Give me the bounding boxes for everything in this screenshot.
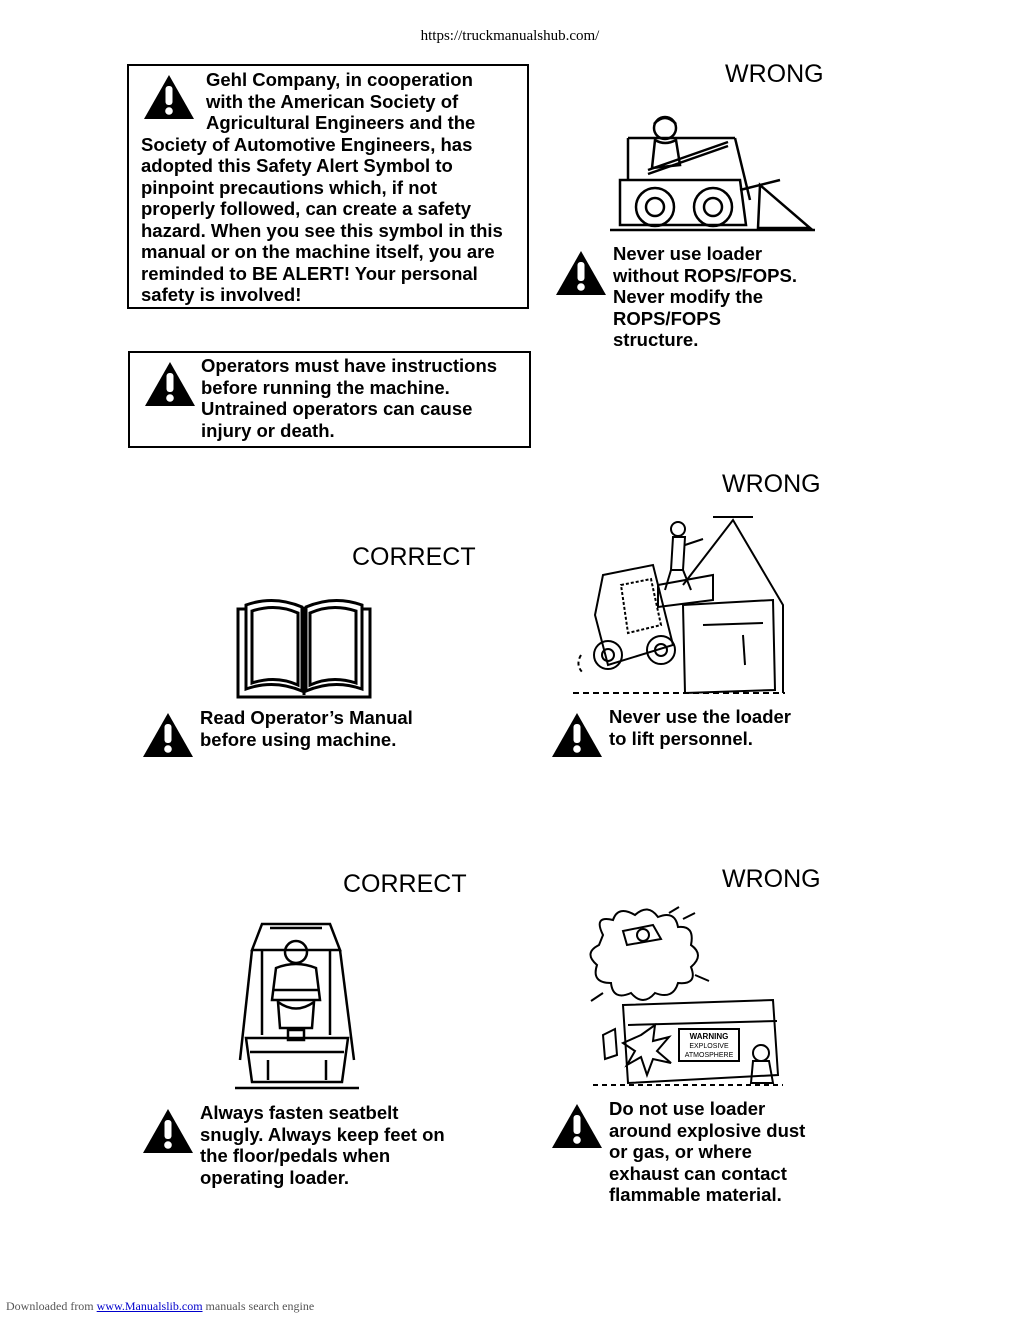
notice-line: Gehl Company, in cooperation — [206, 69, 473, 90]
warning-line: flammable material. — [609, 1184, 782, 1205]
warning-line: ROPS/FOPS — [613, 307, 721, 329]
notice-line: adopted this Safety Alert Symbol to — [141, 155, 453, 176]
safety-alert-icon — [551, 712, 603, 758]
warning-line: Read Operator’s Manual — [200, 707, 413, 728]
warning-line: to lift personnel. — [609, 727, 753, 749]
notice-line: manual or on the machine itself, you are — [141, 241, 495, 262]
explosive-sign-line: WARNING — [689, 1032, 729, 1041]
manual-correct-label: CORRECT — [352, 543, 476, 571]
notice-line: reminded to BE ALERT! Your personal — [141, 262, 478, 284]
explosive-wrong-label: WRONG — [722, 865, 821, 893]
notice-line: properly followed, can create a safety — [141, 198, 472, 219]
notice-line: Society of Automotive Engineers, has — [141, 133, 473, 155]
safety-symbol-notice — [127, 64, 529, 309]
safety-alert-icon — [551, 1103, 603, 1149]
source-url: https://truckmanualshub.com/ — [420, 28, 600, 44]
explosive-sign-line: ATMOSPHERE — [684, 1052, 734, 1059]
warning-line: Never use loader — [613, 243, 763, 264]
warning-line: snugly. Always keep feet on — [200, 1123, 445, 1145]
warning-line: Always fasten seatbelt — [200, 1102, 399, 1123]
warning-line: or gas, or where — [609, 1141, 752, 1162]
footer-prefix: Downloaded from — [6, 1299, 94, 1313]
operators-notice — [128, 351, 531, 448]
warning-line: operating loader. — [200, 1166, 350, 1188]
notice-line: before running the machine. — [201, 376, 450, 398]
notice-line: Agricultural Engineers and the — [206, 112, 476, 133]
explosive-sign-line: EXPLOSIVE — [689, 1043, 729, 1050]
warning-line: Never use the loader — [609, 706, 791, 727]
notice-line: injury or death. — [201, 419, 335, 441]
rops-wrong-label: WRONG — [725, 60, 824, 88]
warning-line: structure. — [613, 329, 699, 350]
safety-alert-icon — [143, 74, 195, 120]
notice-line: pinpoint precautions which, if not — [141, 176, 437, 198]
warning-line: before using machine. — [200, 728, 397, 750]
loader-without-rops-illustration — [610, 110, 820, 235]
download-footer — [6, 1299, 314, 1314]
warning-line: around explosive dust — [609, 1119, 806, 1141]
warning-line: exhaust can contact — [609, 1162, 787, 1184]
warning-line: Never modify the — [613, 286, 764, 307]
warning-line: the floor/pedals when — [200, 1145, 391, 1166]
notice-line: Untrained operators can cause — [201, 398, 473, 419]
seatbelt-correct-label: CORRECT — [343, 870, 467, 898]
safety-alert-icon — [142, 712, 194, 758]
safety-alert-icon — [142, 1108, 194, 1154]
safety-alert-icon — [555, 250, 607, 296]
manualslib-link[interactable]: www.Manualslib.com — [96, 1299, 203, 1313]
notice-line: hazard. When you see this symbol in this — [141, 219, 503, 241]
footer-suffix: manuals search engine — [205, 1299, 315, 1313]
notice-line: Operators must have instructions — [201, 355, 498, 376]
personnel-wrong-label: WRONG — [722, 470, 821, 498]
open-book-icon — [236, 595, 372, 700]
operator-seatbelt-illustration — [232, 920, 362, 1092]
warning-line: without ROPS/FOPS. — [613, 264, 797, 286]
notice-line: safety is involved! — [141, 284, 302, 305]
explosion-illustration — [583, 905, 788, 1090]
safety-alert-icon — [144, 361, 196, 407]
warning-line: Do not use loader — [609, 1098, 766, 1119]
loader-lifting-personnel-illustration — [573, 515, 788, 695]
notice-line: with the American Society of — [206, 90, 459, 112]
